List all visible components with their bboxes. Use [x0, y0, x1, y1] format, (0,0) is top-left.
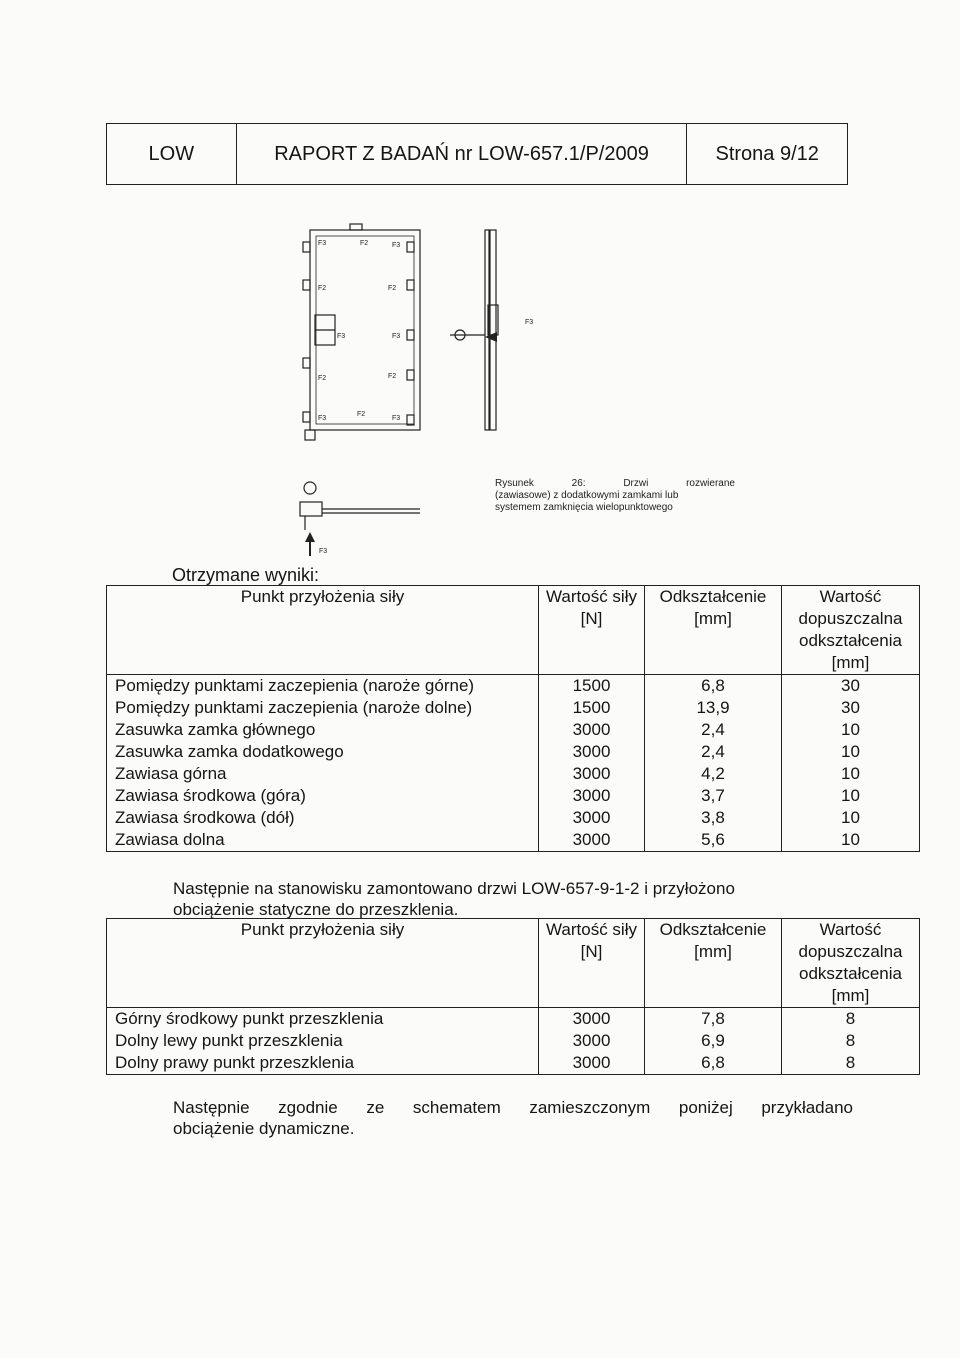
table-cell-point: Zawiasa środkowa (dół)	[107, 807, 539, 829]
table-cell-force: 3000	[539, 1030, 645, 1052]
caption-line: (zawiasowe) z dodatkowymi zamkami lub	[495, 490, 679, 501]
label-f2-c: F2	[388, 285, 397, 292]
table-cell-point: Dolny lewy punkt przeszklenia	[107, 1030, 539, 1052]
label-f3-b: F3	[392, 242, 401, 249]
table-cell-allowed: 30	[782, 675, 920, 698]
table-cell-allowed: 10	[782, 829, 920, 852]
paragraph-word: zgodnie	[278, 1098, 338, 1117]
hinge-middle-top	[303, 280, 310, 290]
paragraph-line: Następnie na stanowisku zamontowano drzwi LOW-657-9-1-2 i przyłożono	[173, 879, 735, 898]
caption-word: Drzwi	[623, 478, 649, 489]
table-cell-allowed: 10	[782, 719, 920, 741]
paragraph-word: zamieszczonym	[529, 1098, 651, 1117]
report-header	[106, 123, 848, 185]
label-f2-b: F2	[318, 285, 327, 292]
figure-caption	[495, 478, 735, 514]
table-cell-deformation: 6,8	[645, 1052, 782, 1075]
label-f3-e: F3	[318, 415, 327, 422]
results-table-body	[107, 675, 920, 852]
table-cell-allowed: 10	[782, 741, 920, 763]
paragraph-word: przykładano	[761, 1098, 853, 1117]
table-cell-force: 3000	[539, 719, 645, 741]
table-cell-point: Pomiędzy punktami zaczepienia (naroże górne)	[107, 675, 539, 698]
paragraph-word: schematem	[412, 1098, 501, 1117]
results-table-door	[106, 585, 920, 852]
paragraph-word: Następnie	[173, 1098, 250, 1117]
table-cell-deformation: 3,7	[645, 785, 782, 807]
hinge-bottom	[303, 412, 310, 422]
table-row	[107, 829, 920, 852]
label-f3-a: F3	[318, 240, 327, 247]
header-org: LOW	[107, 124, 237, 184]
label-f2-d: F2	[318, 375, 327, 382]
table-row	[107, 1052, 920, 1075]
table-cell-deformation: 2,4	[645, 741, 782, 763]
results-table-body	[107, 1008, 920, 1075]
table-cell-deformation: 2,4	[645, 719, 782, 741]
table-cell-deformation: 6,8	[645, 675, 782, 698]
table-cell-deformation: 6,9	[645, 1030, 782, 1052]
label-f2-f: F2	[357, 411, 366, 418]
label-f2-e: F2	[388, 373, 397, 380]
table-row	[107, 763, 920, 785]
table-cell-point: Zawiasa górna	[107, 763, 539, 785]
hinge-middle-bottom	[303, 358, 310, 368]
caption-word: Rysunek	[495, 478, 534, 489]
table-cell-deformation: 7,8	[645, 1008, 782, 1031]
table-cell-point: Górny środkowy punkt przeszklenia	[107, 1008, 539, 1031]
column-header: Wartość siły [N]	[539, 919, 645, 1008]
table-cell-force: 3000	[539, 807, 645, 829]
header-page-number: Strona 9/12	[715, 142, 819, 165]
table-cell-force: 3000	[539, 741, 645, 763]
table-cell-deformation: 5,6	[645, 829, 782, 852]
paragraph-line: obciążenie dynamiczne.	[173, 1119, 355, 1138]
paragraph-dynamic-load	[173, 1097, 873, 1139]
header-title: RAPORT Z BADAŃ nr LOW-657.1/P/2009	[237, 124, 688, 184]
paragraph-word: ze	[366, 1098, 385, 1117]
caption-word: 26:	[571, 478, 586, 489]
label-f3-h: F3	[319, 548, 328, 555]
table-cell-allowed: 8	[782, 1052, 920, 1075]
table-cell-force: 1500	[539, 675, 645, 698]
table-cell-point: Zawiasa dolna	[107, 829, 539, 852]
table-row	[107, 719, 920, 741]
table-row	[107, 807, 920, 829]
table-cell-point: Zawiasa środkowa (góra)	[107, 785, 539, 807]
label-f3-f: F3	[392, 415, 401, 422]
table-cell-deformation: 13,9	[645, 697, 782, 719]
table-row	[107, 1030, 920, 1052]
column-header: Odkształcenie [mm]	[645, 919, 782, 1008]
caption-line: systemem zamknięcia wielopunktowego	[495, 502, 673, 513]
label-f3-c: F3	[337, 333, 346, 340]
table-cell-point: Pomiędzy punktami zaczepienia (naroże dolne)	[107, 697, 539, 719]
table-row	[107, 785, 920, 807]
table-cell-force: 3000	[539, 785, 645, 807]
table-cell-point: Dolny prawy punkt przeszklenia	[107, 1052, 539, 1075]
results-label: Otrzymane wyniki:	[172, 565, 320, 585]
table-cell-deformation: 4,2	[645, 763, 782, 785]
table-cell-allowed: 10	[782, 785, 920, 807]
table-row	[107, 675, 920, 698]
column-header: Punkt przyłożenia siły	[107, 919, 539, 1008]
table-row	[107, 741, 920, 763]
table-cell-allowed: 30	[782, 697, 920, 719]
table-cell-allowed: 8	[782, 1008, 920, 1031]
paragraph-line: obciążenie statyczne do przeszklenia.	[173, 900, 459, 919]
label-f3-d: F3	[392, 333, 401, 340]
table-cell-allowed: 10	[782, 807, 920, 829]
column-header: Wartość dopuszczalna odkształcenia [mm]	[782, 919, 920, 1008]
table-cell-force: 3000	[539, 1052, 645, 1075]
table-cell-force: 1500	[539, 697, 645, 719]
column-header: Punkt przyłożenia siły	[107, 586, 539, 675]
paragraph-static-load	[173, 878, 873, 920]
paragraph-word: poniżej	[678, 1098, 733, 1117]
table-cell-allowed: 10	[782, 763, 920, 785]
table-cell-force: 3000	[539, 1008, 645, 1031]
table-row	[107, 697, 920, 719]
table-cell-force: 3000	[539, 829, 645, 852]
caption-word: rozwierane	[686, 478, 735, 489]
column-header: Wartość dopuszczalna odkształcenia [mm]	[782, 586, 920, 675]
table-cell-deformation: 3,8	[645, 807, 782, 829]
label-f3-g: F3	[525, 319, 534, 326]
results-table-glazing	[106, 918, 920, 1075]
table-cell-allowed: 8	[782, 1030, 920, 1052]
table-cell-point: Zasuwka zamka dodatkowego	[107, 741, 539, 763]
hinge-top	[303, 242, 310, 252]
table-cell-force: 3000	[539, 763, 645, 785]
column-header: Wartość siły [N]	[539, 586, 645, 675]
table-row	[107, 1008, 920, 1031]
column-header: Odkształcenie [mm]	[645, 586, 782, 675]
table-cell-point: Zasuwka zamka głównego	[107, 719, 539, 741]
label-f2-a: F2	[360, 240, 369, 247]
